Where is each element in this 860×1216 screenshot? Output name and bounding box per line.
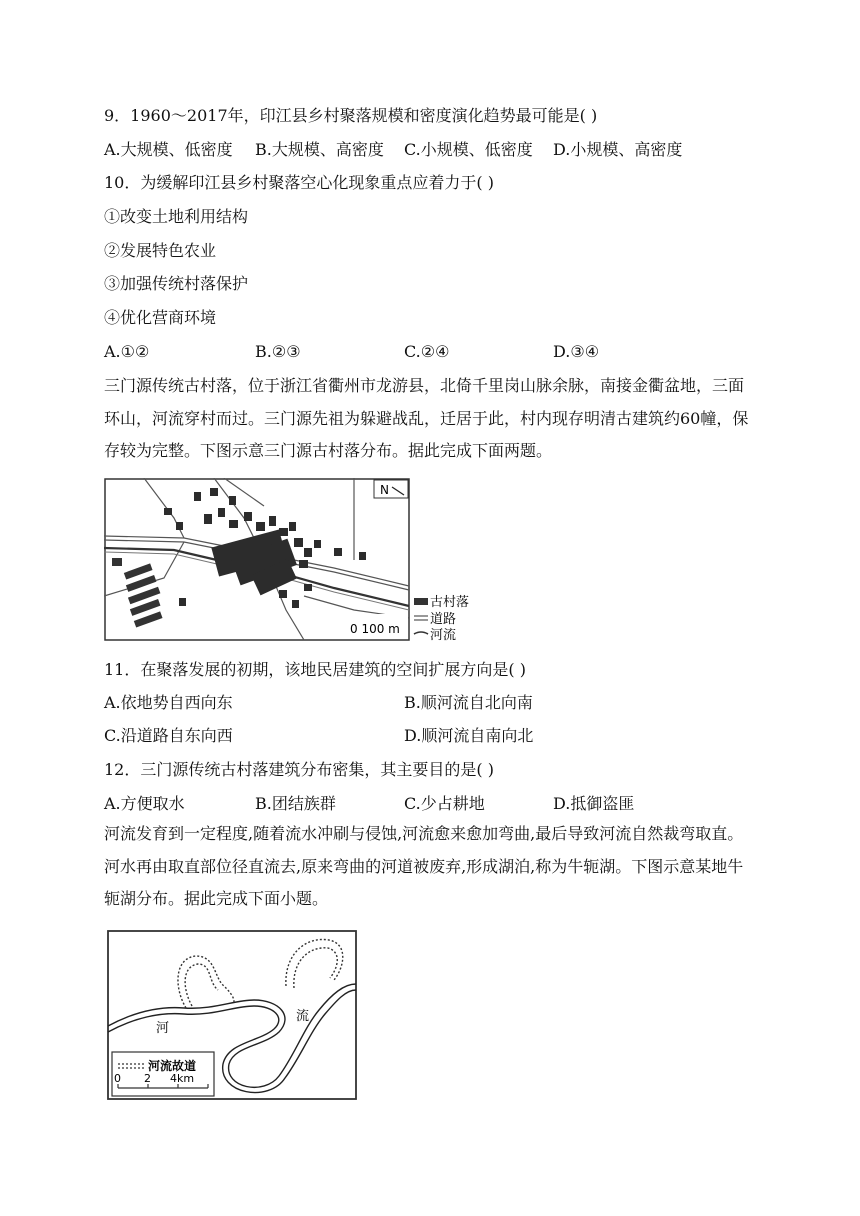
q12-stem: 12．三门源传统古村落建筑分布密集，其主要目的是( ) — [104, 760, 494, 779]
q10-stem: 10．为缓解印江县乡村聚落空心化现象重点应着力于( ) — [104, 173, 494, 192]
q11-option-b: B.顺河流自北向南 — [404, 693, 533, 712]
scale-0: 0 — [114, 1072, 121, 1085]
q9-option-b: B.大规模、高密度 — [255, 140, 384, 159]
q9-option-d: D.小规模、高密度 — [553, 140, 683, 159]
q9-option-a: A.大规模、低密度 — [104, 140, 233, 159]
village-map — [104, 478, 478, 642]
q10-item-1: ①改变土地利用结构 — [104, 207, 249, 226]
q11-option-d: D.顺河流自南向北 — [404, 726, 534, 745]
legend-river: 河流 — [430, 628, 457, 642]
oxbow-map-figure — [104, 928, 360, 1102]
q9-option-c: C.小规模、低密度 — [404, 140, 533, 159]
q11-stem: 11．在聚落发展的初期，该地民居建筑的空间扩展方向是( ) — [104, 660, 526, 679]
q12-option-b: B.团结族群 — [255, 794, 336, 813]
legend-river-swatch — [414, 632, 428, 634]
river-label-2: 流 — [296, 1009, 310, 1024]
legend-former-channel: 河流故道 — [148, 1059, 197, 1073]
legend-village-swatch — [414, 598, 428, 605]
scale-2: 2 — [144, 1072, 151, 1085]
q12-option-c: C.少占耕地 — [404, 794, 485, 813]
scale-4km: 4km — [170, 1072, 195, 1085]
legend-road-swatch — [414, 616, 428, 620]
q9-stem: 9．1960～2017年，印江县乡村聚落规模和密度演化趋势最可能是( ) — [104, 106, 598, 125]
q10-item-4: ④优化营商环境 — [104, 308, 217, 327]
north-label: N — [380, 483, 389, 497]
q10-option-a: A.①② — [104, 342, 150, 361]
q11-option-a: A.依地势自西向东 — [104, 693, 233, 712]
passage-oxbow: 河流发育到一定程度,随着流水冲刷与侵蚀,河流愈来愈加弯曲,最后导致河流自然裁弯取直。河水再由取直部位径直流去,原来弯曲的河道被废弃,形成湖泊,称为牛轭湖。下图示意某地牛轭湖分布。据此完成下面小题。 — [104, 824, 744, 908]
passage-sanmenyuan: 三门源传统古村落，位于浙江省衢州市龙游县，北倚千里岗山脉余脉，南接金衢盆地，三面环山，河流穿村而过。三门源先祖为躲避战乱，迁居于此，村内现存明清古建筑约60幢，保存较为完整。下图示意三门源古村落分布。据此完成下面两题。 — [104, 376, 749, 460]
legend-road: 道路 — [430, 612, 457, 627]
river-label-1: 河 — [156, 1021, 170, 1036]
village-map-figure — [104, 478, 478, 642]
q10-item-3: ③加强传统村落保护 — [104, 274, 249, 293]
legend-village: 古村落 — [430, 595, 470, 610]
q10-option-b: B.②③ — [255, 342, 301, 361]
map1-scale: 0 100 m — [350, 622, 400, 636]
q10-option-c: C.②④ — [404, 342, 450, 361]
q11-option-c: C.沿道路自东向西 — [104, 726, 233, 745]
q10-item-2: ②发展特色农业 — [104, 241, 217, 260]
q12-option-d: D.抵御盗匪 — [553, 794, 635, 813]
q10-option-d: D.③④ — [553, 342, 600, 361]
oxbow-map — [104, 928, 360, 1102]
q12-option-a: A.方便取水 — [104, 794, 185, 813]
